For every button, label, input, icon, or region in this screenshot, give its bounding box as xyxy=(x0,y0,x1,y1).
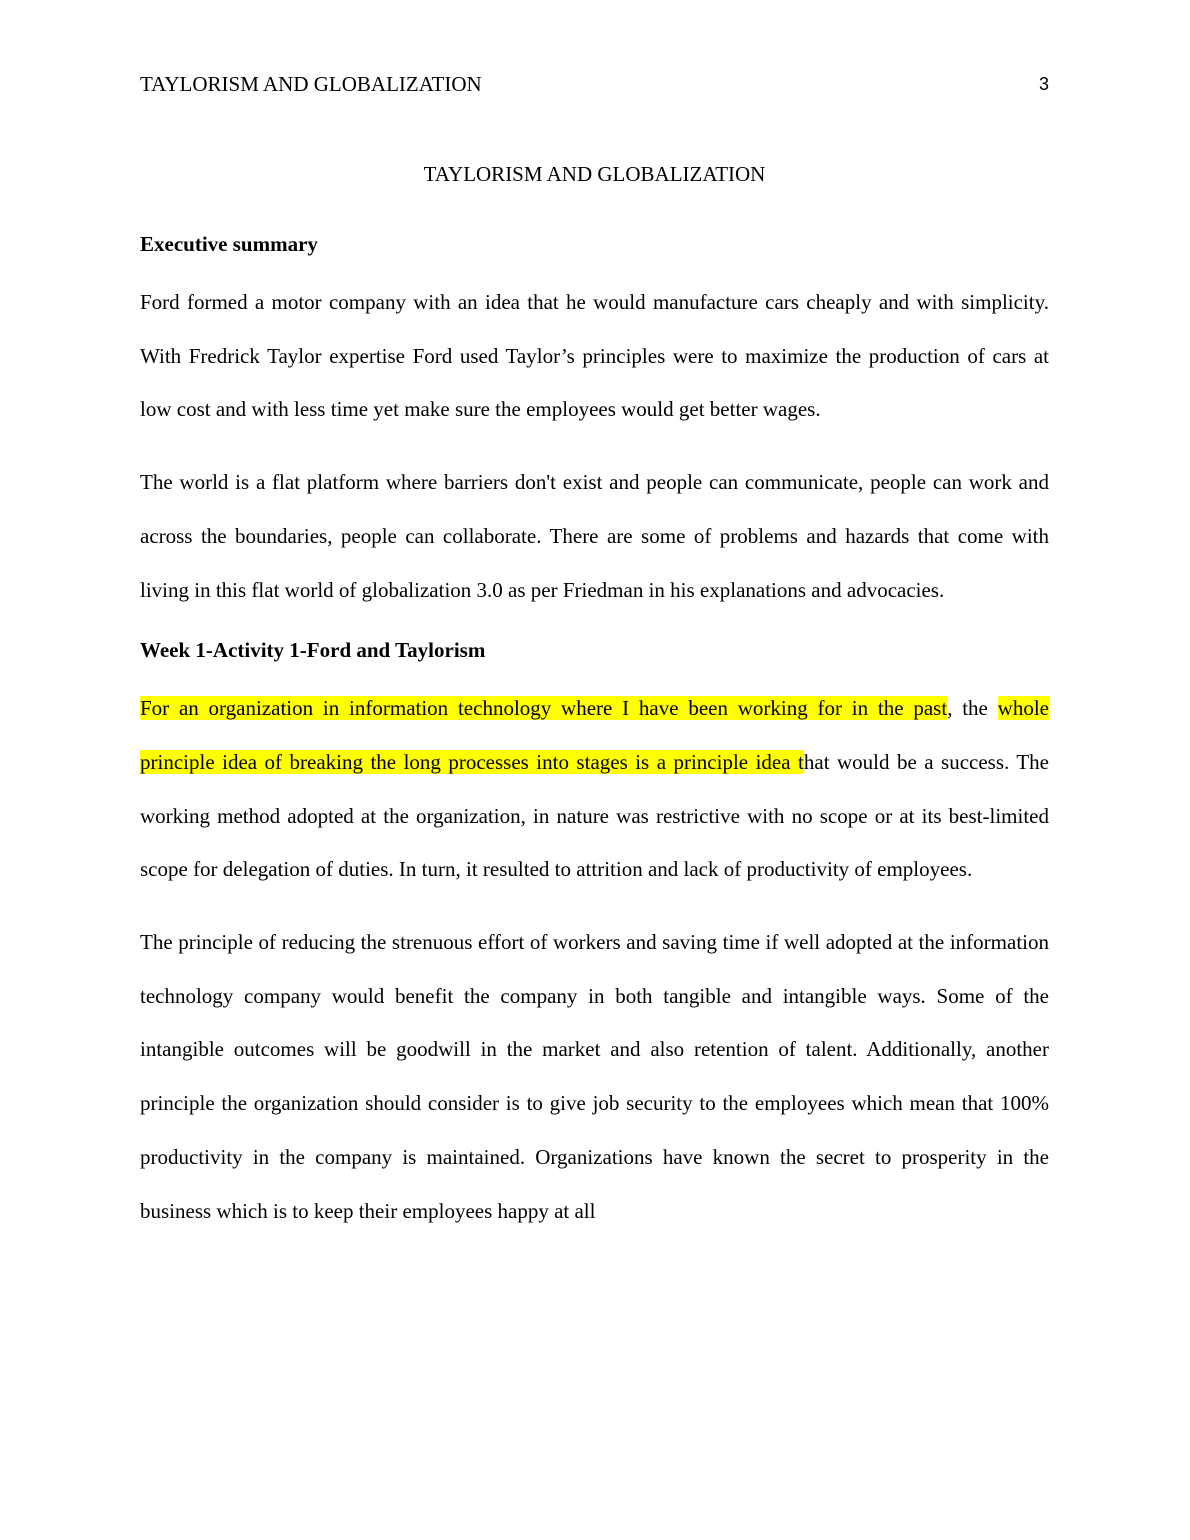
highlighted-text: whole principle idea of breaking the long processes into stages is a principle idea t xyxy=(140,696,1049,774)
paragraph-text: hat would be a success. The working method adopted at the organization, in nature was restrictive with no scope or at its best-limited scope for delegation of duties. In turn, it resulted to attrition and lack of productivity of employees. xyxy=(140,749,1050,882)
document-body xyxy=(140,156,1049,1257)
section-heading-week1-activity1: Week 1-Activity 1-Ford and Taylorism xyxy=(140,638,486,663)
document-title: TAYLORISM AND GLOBALIZATION xyxy=(423,162,766,186)
running-header xyxy=(140,70,1049,98)
page-number: 3 xyxy=(1038,74,1049,94)
paragraph: The world is a flat platform where barriers don't exist and people can communicate, people can work and across the boundaries, people can collaborate. There are some of problems and hazards that come with living in this flat world of globalization 3.0 as per Friedman in his explanations and advocacies. xyxy=(140,470,1049,602)
highlighted-text: For an organization in information technology where I have been working for in the past xyxy=(140,696,948,721)
paragraph-highlighted xyxy=(140,682,1049,897)
section-heading-executive-summary: Executive summary xyxy=(140,232,318,256)
running-title: TAYLORISM AND GLOBALIZATION xyxy=(140,72,482,96)
paragraph: The principle of reducing the strenuous effort of workers and saving time if well adopted at the information technology company would benefit the company in both tangible and intangible ways. Some of the intangible outcomes will be goodwill in the market and also retention of talent. Additionally, another principle the organization should consider is to give job security to the employees which mean that 100% productivity in the company is maintained. Organizations have known the secret to prosperity in the business which is to keep their employees happy at all xyxy=(140,930,1049,1223)
paragraph: Ford formed a motor company with an idea that he would manufacture cars cheaply and with simplicity. With Fredrick Taylor expertise Ford used Taylor’s principles were to maximize the production of cars at low cost and with less time yet make sure the employees would get better wages. xyxy=(140,290,1049,422)
paragraph-text: , the xyxy=(947,696,998,721)
